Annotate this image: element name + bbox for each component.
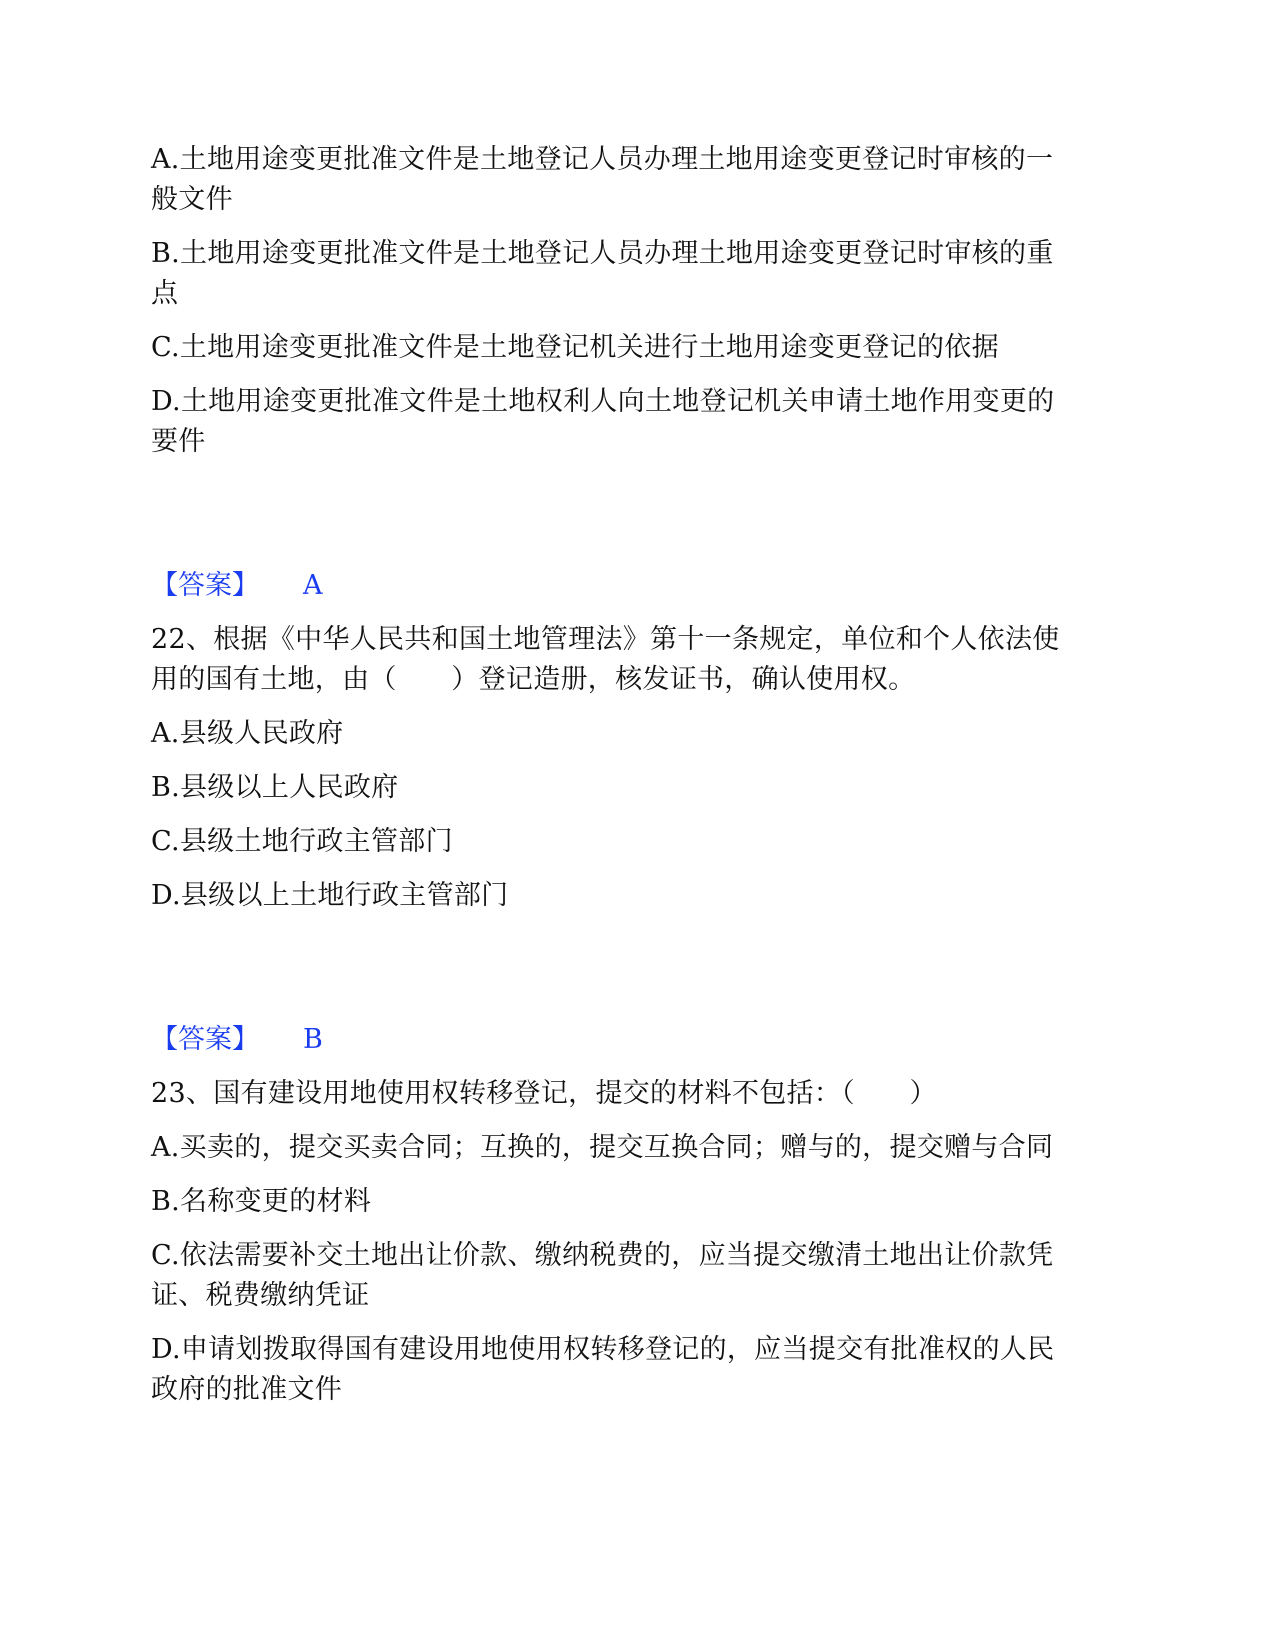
- q23-option-d-line2: 政府的批准文件: [151, 1374, 343, 1405]
- q23-option-a-line1: A.买卖的，提交买卖合同；互换的，提交互换合同；赠与的，提交赠与合同: [151, 1132, 1054, 1163]
- q23-option-c-line2: 证、税费缴纳凭证: [151, 1280, 370, 1311]
- q21-option-a-line1: A.土地用途变更批准文件是土地登记人员办理土地用途变更登记时审核的一: [151, 144, 1054, 175]
- q22-option-c: C.县级土地行政主管部门: [151, 826, 453, 857]
- q21-answer: [151, 566, 551, 606]
- q22-option-a: A.县级人民政府: [151, 718, 344, 749]
- q22-option-b: B.县级以上人民政府: [151, 772, 399, 803]
- q22-answer: [151, 1020, 551, 1060]
- q23-stem: 23、国有建设用地使用权转移登记，提交的材料不包括：（ ）: [151, 1078, 937, 1109]
- answer-value: A: [303, 570, 323, 601]
- q21-option-b-line1: B.土地用途变更批准文件是土地登记人员办理土地用途变更登记时审核的重: [151, 238, 1054, 269]
- answer-label: 【答案】: [151, 1024, 259, 1055]
- q21-option-b-line2: 点: [151, 278, 179, 309]
- answer-value: B: [303, 1024, 323, 1055]
- q22-stem-line2: 用的国有土地，由（ ）登记造册，核发证书，确认使用权。: [151, 664, 916, 695]
- q21-option-a-line2: 般文件: [151, 184, 233, 215]
- q23-option-d-line1: D.申请划拨取得国有建设用地使用权转移登记的，应当提交有批准权的人民: [151, 1334, 1055, 1365]
- q23-option-c-line1: C.依法需要补交土地出让价款、缴纳税费的，应当提交缴清土地出让价款凭: [151, 1240, 1054, 1271]
- q22-stem-line1: 22、根据《中华人民共和国土地管理法》第十一条规定，单位和个人依法使: [151, 624, 1060, 655]
- q21-option-d-line2: 要件: [151, 426, 206, 457]
- q22-option-d: D.县级以上土地行政主管部门: [151, 880, 509, 911]
- q23-option-b-line1: B.名称变更的材料: [151, 1186, 372, 1217]
- q21-option-d-line1: D.土地用途变更批准文件是土地权利人向土地登记机关申请土地作用变更的: [151, 386, 1055, 417]
- q21-option-c-line1: C.土地用途变更批准文件是土地登记机关进行土地用途变更登记的依据: [151, 332, 999, 363]
- answer-label: 【答案】: [151, 570, 259, 601]
